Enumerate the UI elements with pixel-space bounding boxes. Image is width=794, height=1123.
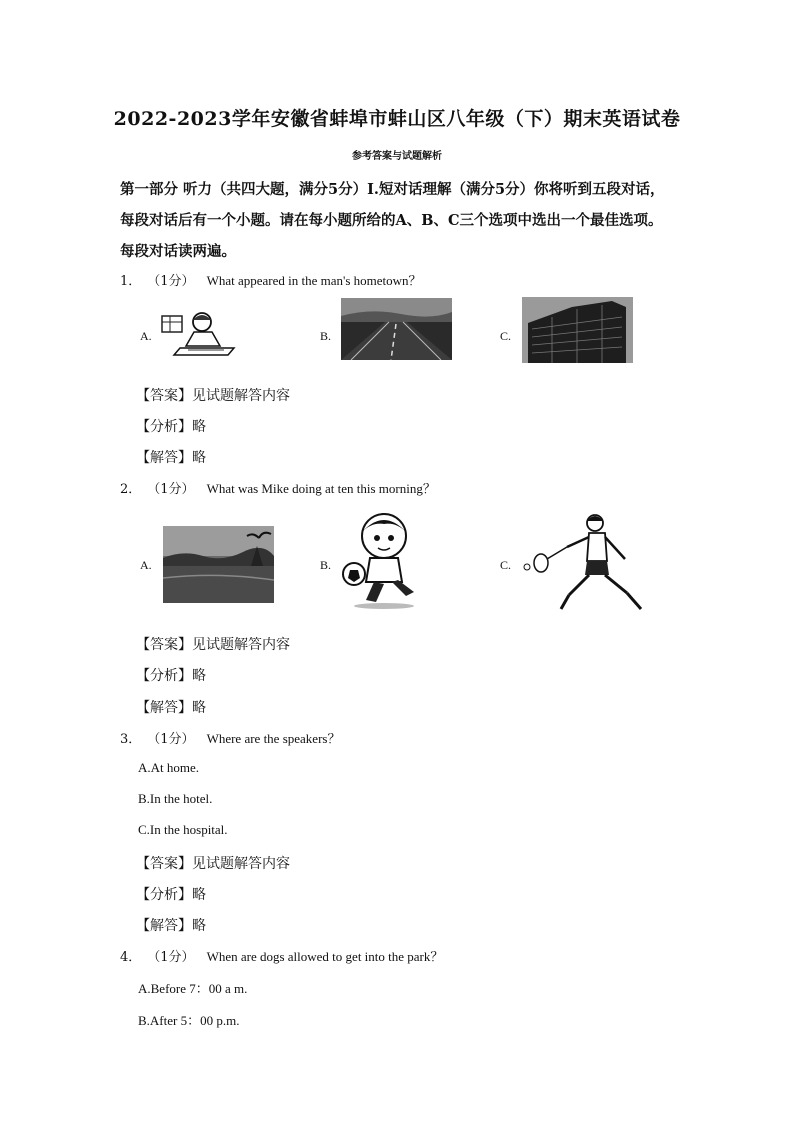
- question-text: When are dogs allowed to get into the park？: [206, 949, 444, 964]
- solution-line: 【解答】略: [136, 450, 206, 466]
- answer-line: 【答案】见试题解答内容: [136, 637, 290, 653]
- option-a: A.At home.: [138, 760, 200, 775]
- question-text: What was Mike doing at ten this morning？: [206, 481, 436, 496]
- option-label: B.: [320, 329, 332, 343]
- road-picture: [341, 298, 452, 360]
- question-number: 3．: [120, 732, 142, 747]
- option-label: A.: [140, 329, 152, 343]
- document-title: 2022-2023学年安徽省蚌埠市蚌山区八年级（下）期末英语试卷: [113, 108, 681, 130]
- option-a: A.Before 7：00 a m.: [138, 981, 248, 996]
- option-label: C.: [500, 558, 512, 572]
- question-text: What appeared in the man's hometown？: [206, 273, 422, 288]
- option-c: C.In the hospital.: [138, 822, 228, 837]
- question-points: （1分）: [147, 482, 195, 497]
- boy-football-picture: [340, 512, 422, 610]
- question-points: （1分）: [147, 732, 195, 747]
- question-text: Where are the speakers？: [206, 731, 341, 746]
- landscape-picture: [163, 526, 274, 603]
- document-subtitle: 参考答案与试题解析: [352, 151, 442, 162]
- analysis-line: 【分析】略: [136, 887, 206, 903]
- question-points: （1分）: [147, 950, 195, 965]
- option-b: B.In the hotel.: [138, 791, 213, 806]
- question-2: [120, 478, 436, 497]
- answer-line: 【答案】见试题解答内容: [136, 388, 290, 404]
- building-picture: [522, 297, 633, 363]
- question-number: 1．: [120, 274, 142, 289]
- solution-line: 【解答】略: [136, 918, 206, 934]
- question-1: [120, 270, 422, 289]
- analysis-line: 【分析】略: [136, 668, 206, 684]
- section-intro: 第一部分 听力（共四大题，满分5分）Ⅰ.短对话理解（满分5分）你将听到五段对话，每段对话后有一个小题。请在每小题所给的A、B、C三个选项中选出一个最佳选项。每段对话读两遍。: [120, 181, 665, 260]
- answer-line: 【答案】见试题解答内容: [136, 856, 290, 872]
- girl-reading-picture: [160, 308, 240, 358]
- question-number: 4．: [120, 950, 142, 965]
- option-label: B.: [320, 558, 332, 572]
- solution-line: 【解答】略: [136, 700, 206, 716]
- analysis-line: 【分析】略: [136, 419, 206, 435]
- question-points: （1分）: [147, 274, 195, 289]
- question-3: [120, 728, 340, 747]
- option-label: C.: [500, 329, 512, 343]
- option-b: B.After 5：00 p.m.: [138, 1013, 240, 1028]
- badminton-player-picture: [521, 513, 647, 613]
- option-label: A.: [140, 558, 152, 572]
- question-4: [120, 946, 443, 965]
- question-number: 2．: [120, 482, 142, 497]
